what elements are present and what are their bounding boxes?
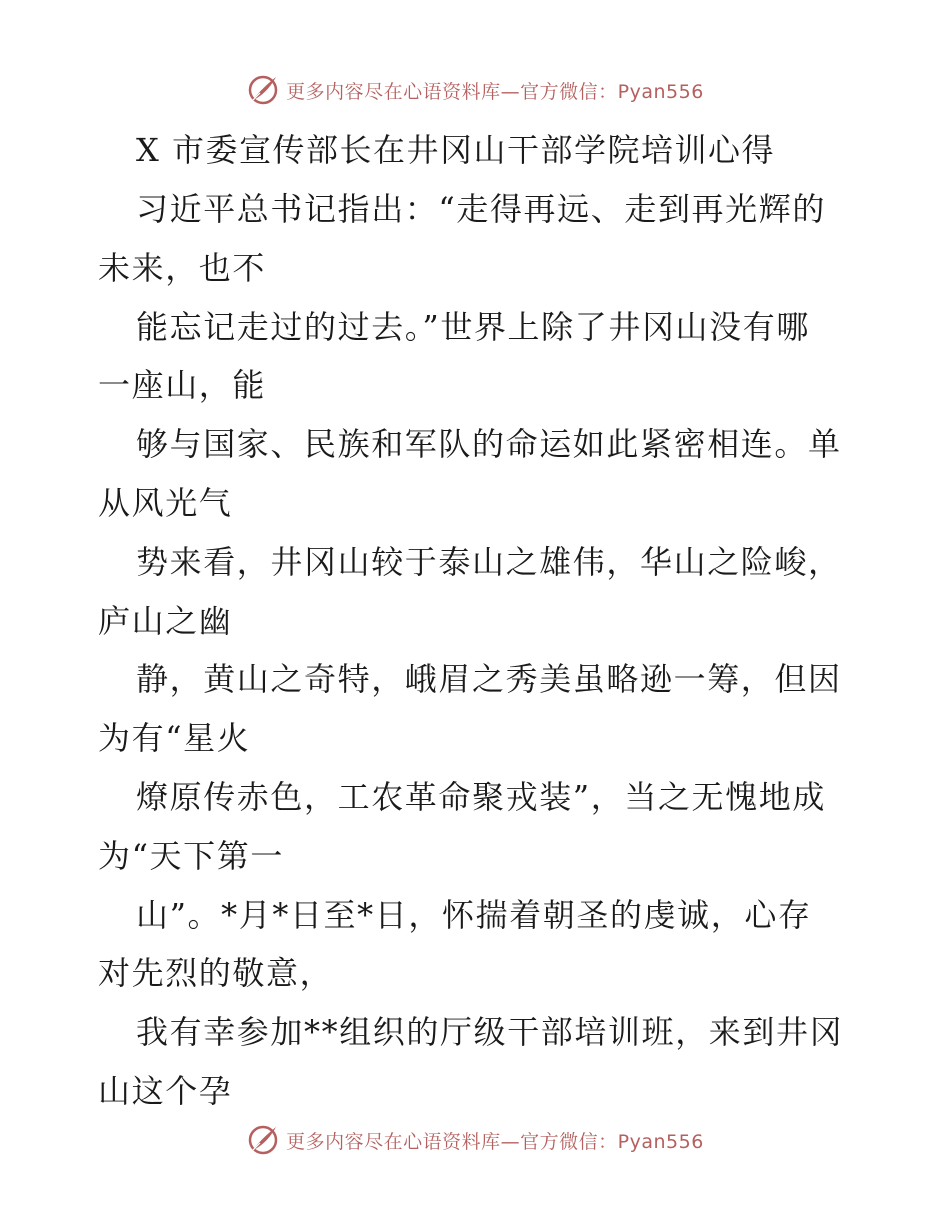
body-line: 山这个孕: [98, 1071, 233, 1110]
watermark-text: 更多内容尽在心语资料库—官方微信：Pyan556: [286, 1130, 704, 1153]
body-line: 燎原传赤色，工农革命聚戎装”，当之无愧地成: [136, 777, 826, 816]
body-line: 从风光气: [98, 483, 233, 522]
document-body: [98, 120, 858, 1121]
watermark-text: 更多内容尽在心语资料库—官方微信：Pyan556: [286, 80, 704, 103]
body-line: 未来，也不: [98, 248, 267, 287]
body-line: 够与国家、民族和军队的命运如此紧密相连。单: [136, 425, 842, 464]
quill-pen-icon: [246, 73, 280, 107]
body-line: 山”。*月*日至*日，怀揣着朝圣的虔诚，心存: [136, 895, 812, 934]
body-line: 对先烈的敬意，: [98, 954, 334, 993]
quill-pen-icon: [246, 1123, 280, 1157]
body-line: 为有“星火: [98, 719, 251, 758]
body-line: 势来看，井冈山较于泰山之雄伟，华山之险峻，: [136, 542, 842, 581]
body-line: 静，黄山之奇特，峨眉之秀美虽略逊一筹，但因: [136, 660, 842, 699]
body-line: 一座山，能: [98, 366, 267, 405]
body-line: 庐山之幽: [98, 601, 233, 640]
body-line: 为“天下第一: [98, 836, 284, 875]
footer-watermark: [0, 1120, 950, 1160]
document-title: X 市委宣传部长在井冈山干部学院培训心得: [136, 131, 775, 169]
body-line: 我有幸参加**组织的厅级干部培训班，来到井冈: [136, 1013, 844, 1052]
body-line: 习近平总书记指出：“走得再远、走到再光辉的: [136, 190, 826, 228]
header-watermark: [0, 70, 950, 110]
body-line: 能忘记走过的过去。”世界上除了井冈山没有哪: [136, 307, 810, 346]
